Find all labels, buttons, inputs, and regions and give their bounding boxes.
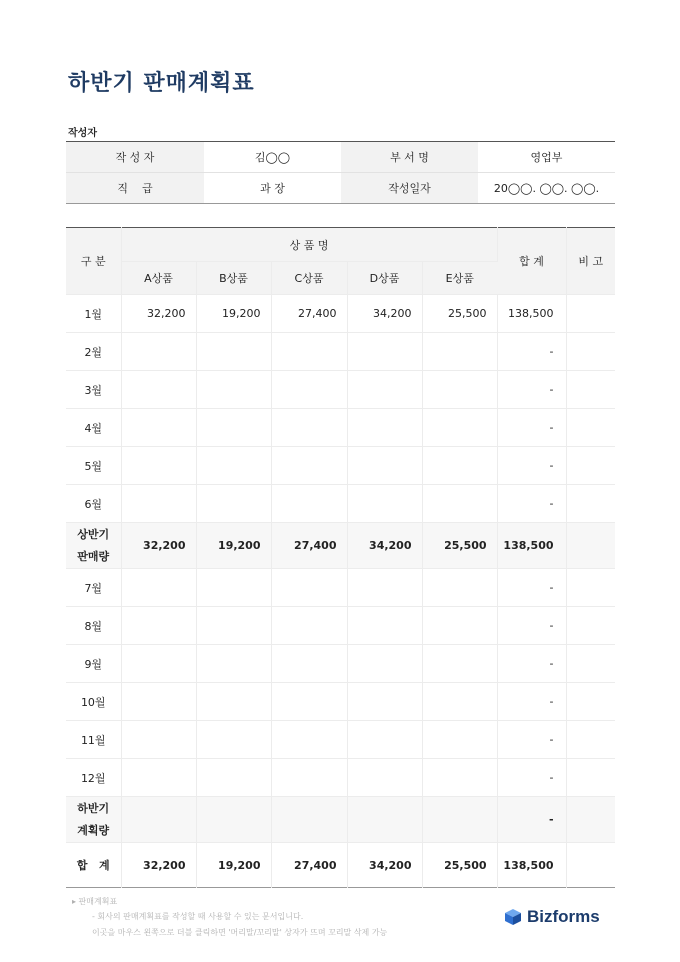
footer-title: ▸ 판매계획표 [72, 897, 118, 906]
cell-c[interactable] [271, 721, 347, 759]
first-half-row [66, 523, 615, 569]
row-total: - [497, 569, 566, 607]
cell-c[interactable] [271, 409, 347, 447]
month-row-6 [66, 485, 615, 523]
cell-a [121, 797, 196, 843]
bizforms-logo [504, 907, 600, 927]
cell-e [422, 797, 497, 843]
product-a-header: A상품 [121, 262, 196, 295]
row-total: - [497, 409, 566, 447]
cell-d[interactable] [347, 683, 422, 721]
row-total: - [497, 485, 566, 523]
cell-c[interactable] [271, 759, 347, 797]
month-label: 8월 [66, 607, 121, 645]
note-cell[interactable] [566, 333, 615, 371]
cell-b [196, 797, 271, 843]
cell-b: 19,200 [196, 843, 271, 888]
cell-e[interactable] [422, 333, 497, 371]
position-label: 직 급 [66, 173, 204, 204]
cell-d[interactable] [347, 569, 422, 607]
note-cell[interactable] [566, 843, 615, 888]
cell-b: 19,200 [196, 523, 271, 569]
month-label: 9월 [66, 645, 121, 683]
products-header: 상 품 명 [121, 228, 497, 262]
second-half-row [66, 797, 615, 843]
month-row-4 [66, 409, 615, 447]
month-label: 3월 [66, 371, 121, 409]
cell-d[interactable] [347, 645, 422, 683]
cell-e[interactable] [422, 447, 497, 485]
month-label: 11월 [66, 721, 121, 759]
row-total: - [497, 645, 566, 683]
cell-b[interactable] [196, 409, 271, 447]
row-total: 138,500 [497, 843, 566, 888]
cell-a[interactable] [121, 759, 196, 797]
cell-c[interactable] [271, 333, 347, 371]
cell-e[interactable] [422, 683, 497, 721]
month-row-11 [66, 721, 615, 759]
note-cell[interactable] [566, 607, 615, 645]
row-total: - [497, 759, 566, 797]
month-label: 5월 [66, 447, 121, 485]
month-label: 7월 [66, 569, 121, 607]
cell-b[interactable] [196, 333, 271, 371]
cell-b[interactable] [196, 569, 271, 607]
product-c-header: C상품 [271, 262, 347, 295]
month-row-3 [66, 371, 615, 409]
cell-a[interactable] [121, 569, 196, 607]
cell-d [347, 797, 422, 843]
date-label: 작성일자 [341, 173, 478, 204]
cell-e[interactable] [422, 645, 497, 683]
month-row-5 [66, 447, 615, 485]
cell-a[interactable] [121, 371, 196, 409]
cell-e: 25,500 [422, 843, 497, 888]
cell-a[interactable] [121, 607, 196, 645]
cell-c[interactable] [271, 683, 347, 721]
second-half-label: 하반기 계획량 [66, 797, 121, 843]
product-d-header: D상품 [347, 262, 422, 295]
cell-d[interactable] [347, 333, 422, 371]
date-value[interactable]: 20◯◯. ◯◯. ◯◯. [478, 173, 615, 204]
cell-d[interactable] [347, 721, 422, 759]
month-row-12 [66, 759, 615, 797]
note-cell[interactable] [566, 759, 615, 797]
cell-a[interactable]: 32,200 [121, 295, 196, 333]
note-cell[interactable] [566, 721, 615, 759]
cell-d[interactable] [347, 607, 422, 645]
cell-d[interactable] [347, 371, 422, 409]
sales-plan-table [66, 227, 615, 888]
cell-d[interactable] [347, 485, 422, 523]
cell-a: 32,200 [121, 523, 196, 569]
cell-e[interactable] [422, 607, 497, 645]
month-label: 12월 [66, 759, 121, 797]
cell-e[interactable] [422, 569, 497, 607]
cell-c[interactable] [271, 645, 347, 683]
cell-e[interactable] [422, 409, 497, 447]
cell-b[interactable]: 19,200 [196, 295, 271, 333]
month-row-7 [66, 569, 615, 607]
cell-a[interactable] [121, 721, 196, 759]
header-row [66, 228, 615, 262]
note-cell[interactable] [566, 683, 615, 721]
month-row-8 [66, 607, 615, 645]
info-row [66, 173, 615, 204]
product-b-header: B상품 [196, 262, 271, 295]
cell-b[interactable] [196, 759, 271, 797]
writer-value[interactable]: 김◯◯ [204, 142, 341, 173]
note-cell[interactable] [566, 447, 615, 485]
month-row-1 [66, 295, 615, 333]
cell-a[interactable] [121, 333, 196, 371]
writer-label: 작 성 자 [66, 142, 204, 173]
cell-a[interactable] [121, 409, 196, 447]
position-value[interactable]: 과 장 [204, 173, 341, 204]
cell-a[interactable] [121, 645, 196, 683]
note-cell[interactable] [566, 295, 615, 333]
cell-e[interactable] [422, 721, 497, 759]
note-header: 비 고 [566, 228, 615, 295]
month-row-9 [66, 645, 615, 683]
cell-b[interactable] [196, 371, 271, 409]
month-label: 4월 [66, 409, 121, 447]
cell-e[interactable]: 25,500 [422, 295, 497, 333]
cell-b[interactable] [196, 683, 271, 721]
first-half-label: 상반기 판매량 [66, 523, 121, 569]
cell-e[interactable] [422, 759, 497, 797]
row-total: - [497, 607, 566, 645]
note-cell[interactable] [566, 523, 615, 569]
cell-c[interactable] [271, 607, 347, 645]
cell-e: 25,500 [422, 523, 497, 569]
category-header: 구 분 [66, 228, 121, 295]
cell-b[interactable] [196, 485, 271, 523]
cell-b[interactable] [196, 645, 271, 683]
cell-b[interactable] [196, 447, 271, 485]
cell-d[interactable] [347, 447, 422, 485]
cell-b[interactable] [196, 721, 271, 759]
cell-d[interactable]: 34,200 [347, 295, 422, 333]
cell-d[interactable] [347, 759, 422, 797]
footer-hint[interactable]: 이곳을 마우스 왼쪽으로 더블 클릭하면 '머리말/꼬리말' 상자가 뜨며 꼬리말 삭제 가능 [92, 928, 388, 937]
row-total: - [497, 683, 566, 721]
row-total: - [497, 797, 566, 843]
row-total: - [497, 371, 566, 409]
total-header: 합 계 [497, 228, 566, 295]
grand-total-row [66, 843, 615, 888]
row-total: 138,500 [497, 295, 566, 333]
brand-name: Bizforms [527, 907, 600, 926]
month-label: 1월 [66, 295, 121, 333]
cell-a: 32,200 [121, 843, 196, 888]
row-total: 138,500 [497, 523, 566, 569]
cell-a[interactable] [121, 447, 196, 485]
dept-value[interactable]: 영업부 [478, 142, 615, 173]
note-cell[interactable] [566, 569, 615, 607]
cell-e[interactable] [422, 485, 497, 523]
cell-c: 27,400 [271, 523, 347, 569]
cell-c[interactable] [271, 447, 347, 485]
cell-d[interactable] [347, 409, 422, 447]
bizforms-cube-icon [504, 908, 522, 926]
row-total: - [497, 721, 566, 759]
grand-total-label: 합 계 [66, 843, 121, 888]
cell-c [271, 797, 347, 843]
note-cell[interactable] [566, 409, 615, 447]
cell-c[interactable] [271, 569, 347, 607]
cell-e[interactable] [422, 371, 497, 409]
row-total: - [497, 333, 566, 371]
cell-c[interactable] [271, 371, 347, 409]
cell-d: 34,200 [347, 843, 422, 888]
page-title: 하반기 판매계획표 [68, 71, 255, 96]
note-cell[interactable] [566, 371, 615, 409]
month-row-2 [66, 333, 615, 371]
note-cell[interactable] [566, 797, 615, 843]
dept-label: 부 서 명 [341, 142, 478, 173]
cell-b[interactable] [196, 607, 271, 645]
month-label: 2월 [66, 333, 121, 371]
row-total: - [497, 447, 566, 485]
month-label: 10월 [66, 683, 121, 721]
cell-c[interactable] [271, 485, 347, 523]
month-label: 6월 [66, 485, 121, 523]
month-row-10 [66, 683, 615, 721]
product-e-header: E상품 [422, 262, 497, 295]
cell-a[interactable] [121, 683, 196, 721]
note-cell[interactable] [566, 485, 615, 523]
note-cell[interactable] [566, 645, 615, 683]
cell-c: 27,400 [271, 843, 347, 888]
author-info-table [66, 141, 615, 204]
cell-c[interactable]: 27,400 [271, 295, 347, 333]
info-row [66, 142, 615, 173]
author-section-label: 작성자 [68, 128, 97, 139]
cell-a[interactable] [121, 485, 196, 523]
cell-d: 34,200 [347, 523, 422, 569]
footer-description: - 회사의 판매계획표를 작성할 때 사용할 수 있는 문서입니다. [92, 912, 304, 921]
